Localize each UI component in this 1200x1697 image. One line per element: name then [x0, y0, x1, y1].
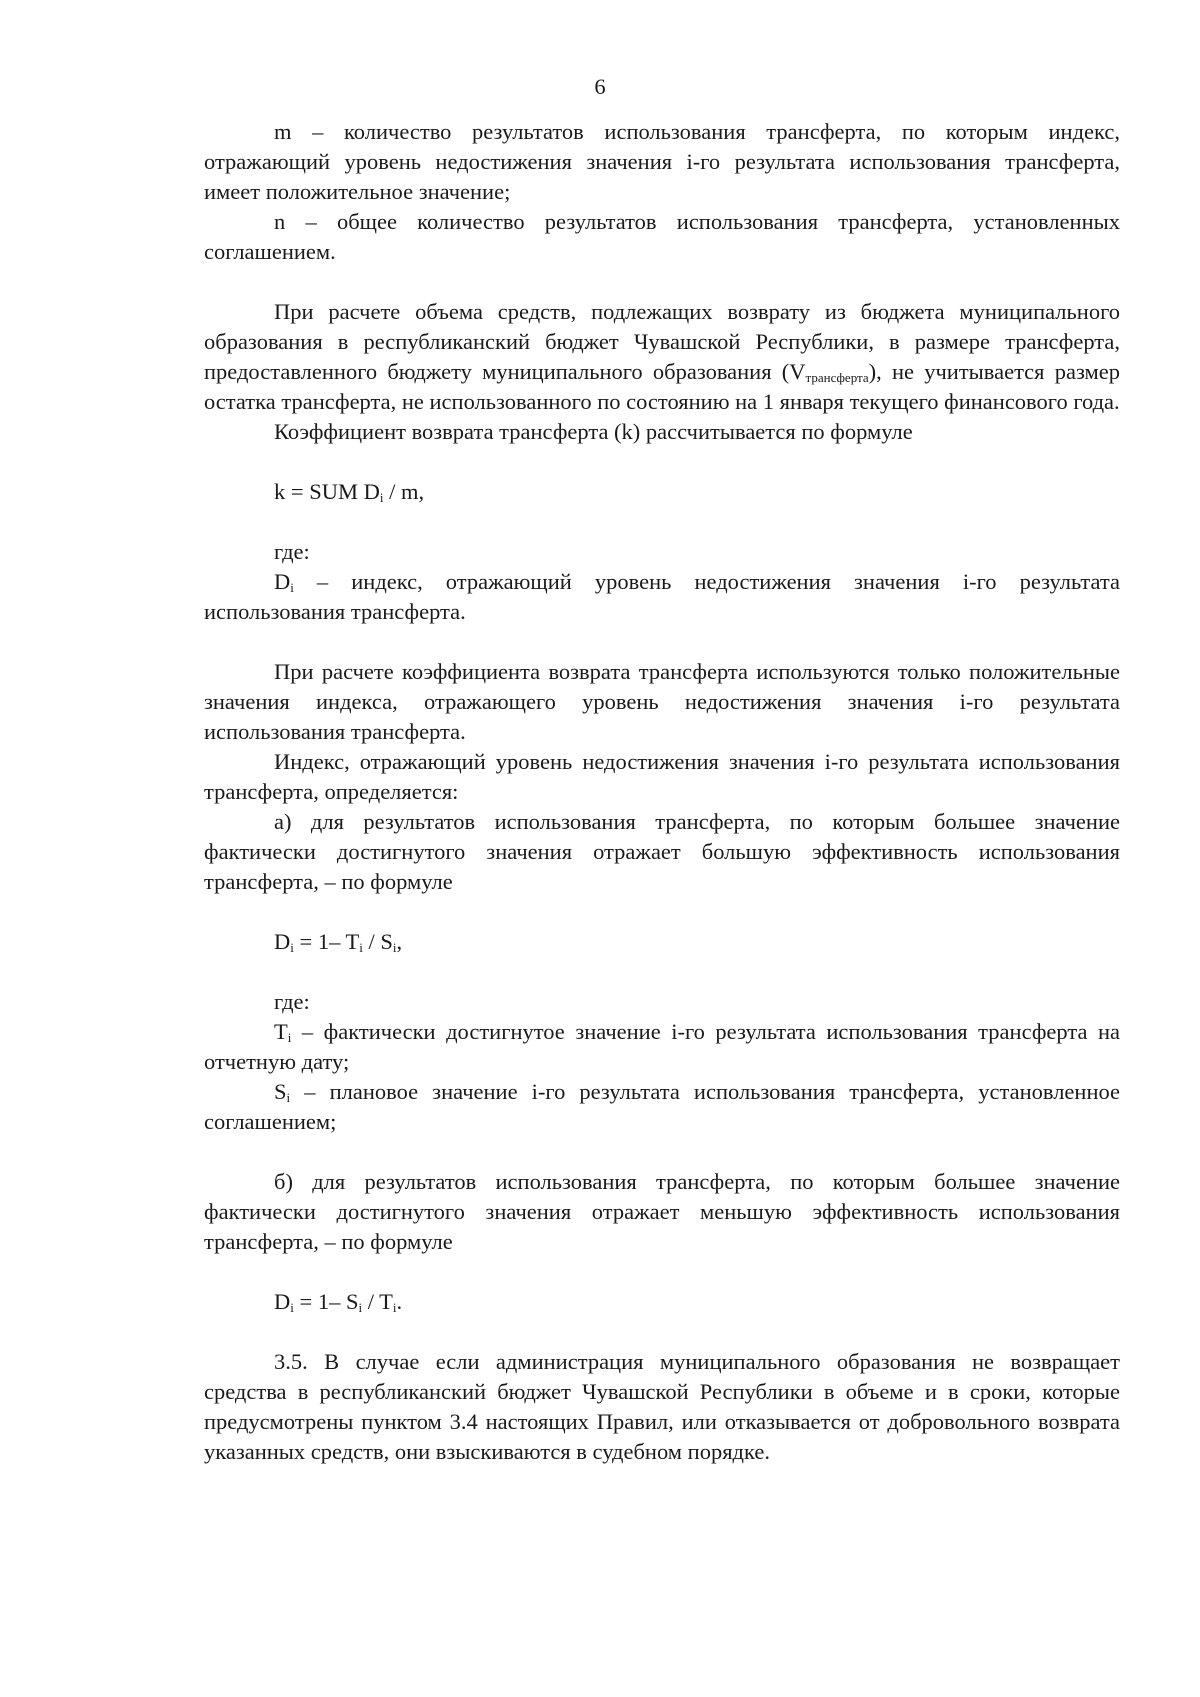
spacer [204, 447, 1120, 477]
spacer [204, 957, 1120, 987]
paragraph-di-definition [204, 567, 1120, 627]
subscript: i [287, 1030, 292, 1045]
text: ), не учитывается размер остатка трансферта, не использованного по состоянию на 1 января текущего финансового года. [204, 359, 1120, 414]
subscript: i [359, 940, 363, 955]
subscript: трансферта [805, 370, 869, 385]
subscript: i [379, 490, 384, 505]
paragraph-positive-values: При расчете коэффициента возврата трансферта используются только положительные значения индекса, отражающего уровень недостижения значения i-го результата использования трансферта. [204, 659, 1120, 744]
text: D [274, 569, 291, 594]
formula-part: . [396, 1289, 403, 1314]
where-label: где: [274, 539, 310, 564]
spacer [204, 897, 1120, 927]
subscript: i [290, 1300, 294, 1315]
formula-part: D [274, 1289, 291, 1314]
formula-part: = 1– S [293, 1289, 359, 1314]
text: При расчете объема средств, подлежащих возврату из бюджета муниципального образования в республиканский бюджет Чувашской Республики, в размере трансферта, предоставленного бюджету муниципального образования (V [204, 299, 1120, 384]
paragraph-m-definition: m – количество результатов использования трансферта, по которым индекс, отражающий уровень недостижения значения i-го результата использования трансферта, имеет положительное значение; [204, 119, 1120, 204]
subscript: i [290, 580, 294, 595]
paragraph-si-definition [204, 1077, 1120, 1137]
formula-part: k = SUM D [274, 479, 380, 504]
paragraph-coefficient-intro: Коэффициент возврата трансферта (k) рассчитывается по формуле [274, 419, 913, 444]
paragraph-case-a: а) для результатов использования трансферта, по которым большее значение фактически достигнутого значения отражает большую эффективность использования трансферта, – по формуле [204, 809, 1120, 894]
where-label: где: [274, 989, 310, 1014]
formula-part: / S [362, 929, 393, 954]
document-body [204, 117, 1120, 1467]
page-number: 6 [594, 74, 606, 99]
formula-k [204, 477, 1120, 507]
formula-part: , [396, 929, 403, 954]
spacer [204, 507, 1120, 537]
text: T [274, 1019, 288, 1044]
formula-part: / m, [383, 479, 425, 504]
subscript: i [286, 1090, 291, 1105]
text: – индекс, отражающий уровень недостижения значения i-го результата использования трансферта. [204, 569, 1120, 624]
spacer [204, 1257, 1120, 1287]
formula-part: / T [362, 1289, 393, 1314]
spacer [204, 1137, 1120, 1167]
formula-di-b [204, 1287, 1120, 1317]
subscript: i [392, 1300, 397, 1315]
subscript: i [358, 1300, 363, 1315]
paragraph-ti-definition [204, 1017, 1120, 1077]
text: – фактически достигнутое значение i-го результата использования трансферта на отчетную дату; [204, 1019, 1120, 1074]
paragraph-n-definition: n – общее количество результатов использования трансферта, установленных соглашением. [204, 209, 1120, 264]
subscript: i [392, 940, 397, 955]
formula-di-a [204, 927, 1120, 957]
text: – плановое значение i-го результата использования трансферта, установленное соглашением; [204, 1079, 1120, 1134]
text: S [274, 1079, 287, 1104]
paragraph-3-5: 3.5. В случае если администрация муниципального образования не возвращает средства в республиканский бюджет Чувашской Республики в объеме и в сроки, которые предусмотрены пунктом 3.4 настоящих Правил, или отказывается от добровольного возврата указанных средств, они взыскиваются в судебном порядке. [204, 1349, 1120, 1464]
paragraph-return-volume [204, 297, 1120, 417]
spacer [204, 267, 1120, 297]
subscript: i [290, 940, 294, 955]
paragraph-case-b: б) для результатов использования трансферта, по которым большее значение фактически достигнутого значения отражает меньшую эффективность использования трансферта, – по формуле [204, 1169, 1120, 1254]
formula-part: = 1– T [293, 929, 360, 954]
spacer [204, 627, 1120, 657]
spacer [204, 1317, 1120, 1347]
paragraph-index-determined: Индекс, отражающий уровень недостижения значения i-го результата использования трансферта, определяется: [204, 749, 1120, 804]
formula-part: D [274, 929, 291, 954]
